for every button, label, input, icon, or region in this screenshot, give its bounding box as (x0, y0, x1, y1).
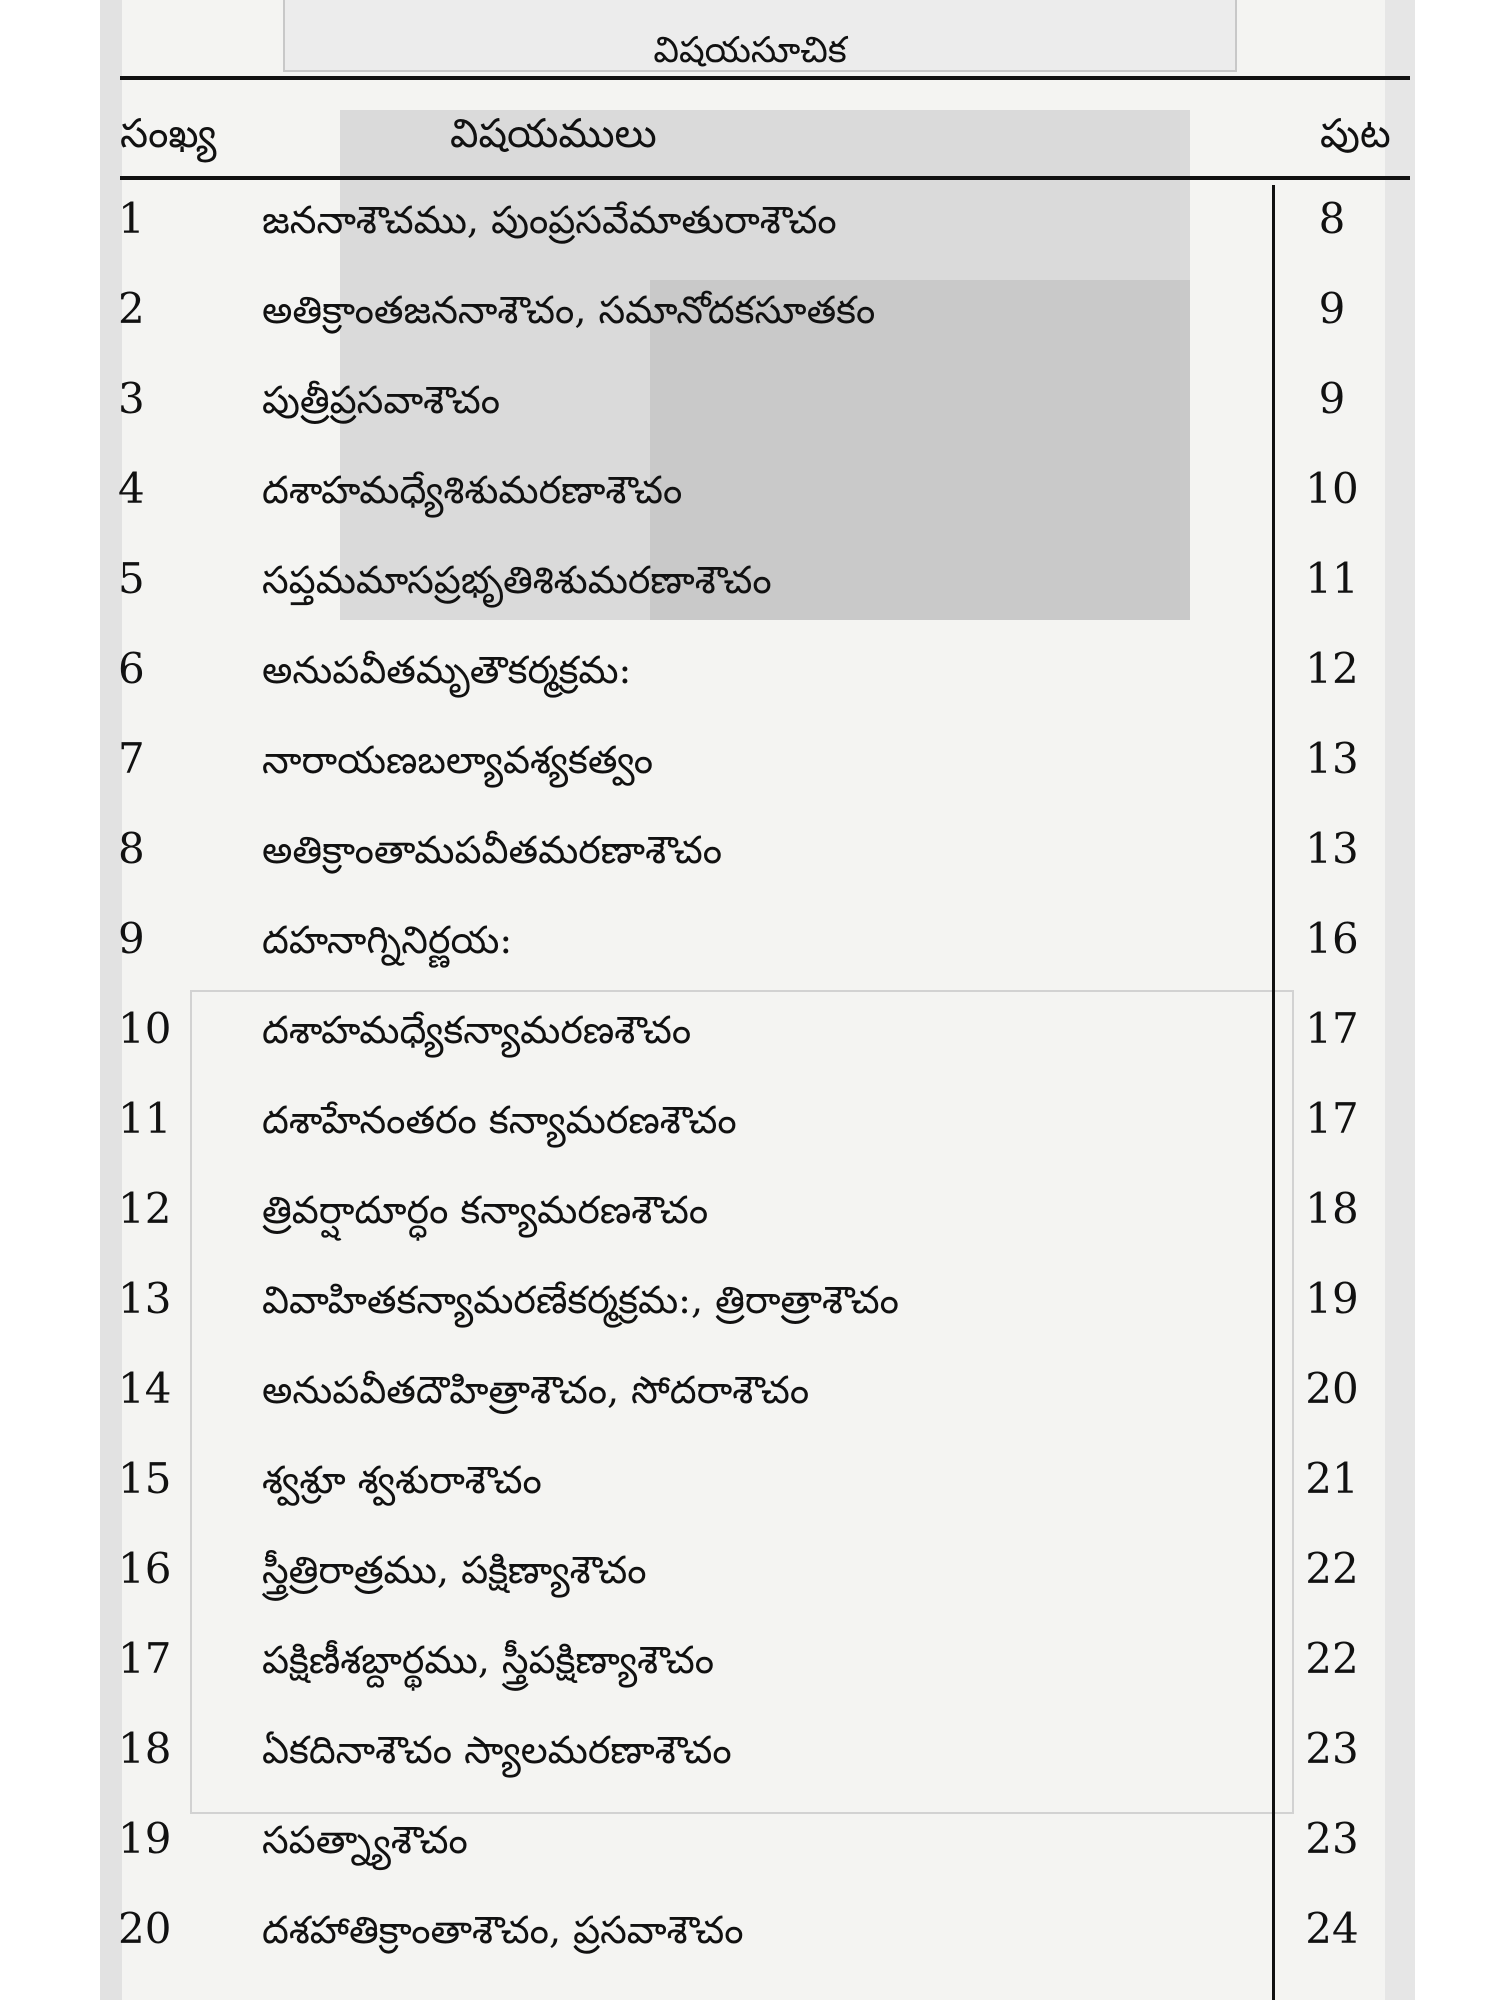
entry-number: 14 (118, 1364, 172, 1413)
contents-row (0, 358, 1500, 448)
entry-page: 22 (1305, 1634, 1359, 1683)
contents-row (0, 898, 1500, 988)
entry-page: 19 (1305, 1274, 1359, 1323)
entry-topic: సప్తమమాసప్రభృతిశిశుమరణాశౌచం (262, 558, 772, 602)
header-top-rule (120, 76, 1410, 80)
entry-page: 16 (1305, 914, 1359, 963)
entry-topic: అతిక్రాంతజననాశౌచం, సమానోదకసూతకం (262, 288, 876, 332)
entry-topic: ఏకదినాశౌచం స్యాలమరణాశౌచం (262, 1728, 732, 1772)
entry-topic: దశాహమధ్యేకన్యామరణశౌచం (262, 1008, 692, 1052)
entry-number: 5 (118, 554, 145, 603)
contents-row (0, 1168, 1500, 1258)
entry-topic: దశాహమధ్యేశిశుమరణాశౌచం (262, 468, 683, 512)
contents-row (0, 1888, 1500, 1978)
entry-page: 21 (1305, 1454, 1359, 1503)
contents-row (0, 1078, 1500, 1168)
entry-number: 2 (118, 284, 145, 333)
entry-topic: దశహాతిక్రాంతాశౌచం, ప్రసవాశౌచం (262, 1908, 744, 1952)
contents-row (0, 808, 1500, 898)
entry-topic: త్రివర్షాదూర్ధం కన్యామరణశౌచం (262, 1188, 709, 1232)
entry-page: 22 (1305, 1544, 1359, 1593)
entry-page: 9 (1318, 284, 1346, 333)
entry-page: 11 (1305, 554, 1359, 603)
entry-topic: అనుపవీతదౌహిత్రాశౌచం, సోదరాశౌచం (262, 1368, 810, 1412)
contents-row (0, 1258, 1500, 1348)
contents-row (0, 1618, 1500, 1708)
page-title: విషయసూచిక (653, 30, 847, 71)
entry-number: 6 (118, 644, 145, 693)
entry-page: 23 (1305, 1814, 1359, 1863)
contents-row (0, 178, 1500, 268)
entry-page: 17 (1305, 1094, 1359, 1143)
contents-row (0, 1708, 1500, 1798)
entry-topic: వివాహితకన్యామరణేకర్మక్రమ:, త్రిరాత్రాశౌచం (262, 1278, 899, 1322)
entry-number: 3 (118, 374, 145, 423)
entry-number: 9 (118, 914, 145, 963)
entry-topic: శ్వశ్రూ శ్వశురాశౌచం (262, 1458, 542, 1502)
entry-number: 12 (118, 1184, 172, 1233)
entry-number: 4 (118, 464, 145, 513)
entry-page: 23 (1305, 1724, 1359, 1773)
entry-number: 11 (118, 1094, 172, 1143)
entry-topic: అనుపవీతమృతౌకర్మక్రమ: (262, 648, 632, 692)
entry-topic: అతిక్రాంతామపవీతమరణాశౌచం (262, 828, 722, 872)
entry-number: 7 (118, 734, 145, 783)
entry-number: 19 (118, 1814, 172, 1863)
contents-row (0, 1438, 1500, 1528)
entry-topic: పక్షిణీశబ్దార్థము, స్త్రీపక్షిణ్యాశౌచం (262, 1638, 715, 1682)
column-header-page: పుట (1320, 111, 1391, 157)
entry-page: 24 (1305, 1904, 1359, 1953)
entry-page: 13 (1305, 824, 1359, 873)
contents-row (0, 1348, 1500, 1438)
entry-number: 13 (118, 1274, 172, 1323)
contents-row (0, 538, 1500, 628)
contents-row (0, 1528, 1500, 1618)
contents-row (0, 628, 1500, 718)
entry-page: 9 (1318, 374, 1346, 423)
entry-page: 18 (1305, 1184, 1359, 1233)
column-header-topic: విషయములు (450, 111, 657, 157)
column-header-number: సంఖ్య (120, 111, 217, 157)
entry-topic: నారాయణబల్యావశ్యకత్వం (262, 738, 654, 782)
entry-page: 17 (1305, 1004, 1359, 1053)
entry-number: 1 (118, 194, 145, 243)
contents-row (0, 268, 1500, 358)
entry-page: 20 (1305, 1364, 1359, 1413)
contents-row (0, 448, 1500, 538)
contents-row (0, 988, 1500, 1078)
entry-number: 10 (118, 1004, 172, 1053)
entry-topic: దశాహేనంతరం కన్యామరణశౌచం (262, 1098, 737, 1142)
entry-number: 15 (118, 1454, 172, 1503)
entry-number: 17 (118, 1634, 172, 1683)
contents-row (0, 1798, 1500, 1888)
entry-page: 8 (1318, 194, 1346, 243)
entry-number: 16 (118, 1544, 172, 1593)
entry-number: 18 (118, 1724, 172, 1773)
contents-row (0, 718, 1500, 808)
entry-topic: దహనాగ్నినిర్ణయ: (262, 918, 513, 962)
entry-page: 12 (1305, 644, 1359, 693)
entry-number: 8 (118, 824, 145, 873)
entry-topic: పుత్రీప్రసవాశౌచం (262, 378, 501, 422)
entry-topic: జననాశౌచము, పుంప్రసవేమాతురాశౌచం (262, 198, 837, 242)
entry-number: 20 (118, 1904, 172, 1953)
entry-page: 10 (1305, 464, 1359, 513)
entry-topic: సపత్న్యాశౌచం (262, 1818, 468, 1862)
entry-page: 13 (1305, 734, 1359, 783)
entry-topic: స్త్రీత్రిరాత్రము, పక్షిణ్యాశౌచం (262, 1548, 647, 1592)
